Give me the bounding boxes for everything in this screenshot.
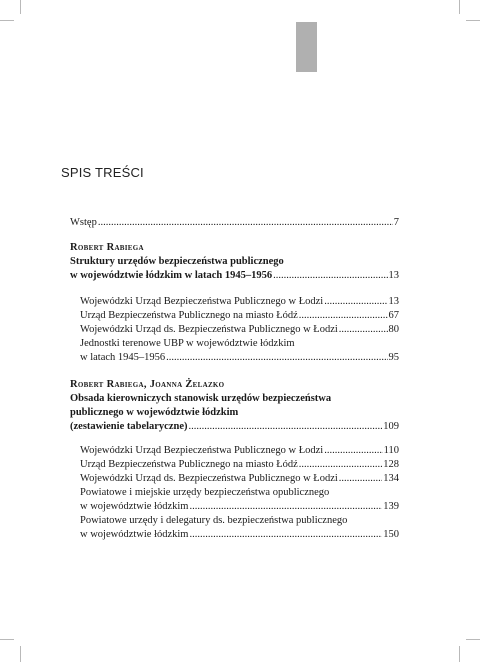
toc-entry[interactable] [80,444,399,458]
subsection-list [80,444,399,542]
dot-leader [339,323,388,337]
toc-entry-page: 150 [383,529,399,540]
dot-leader [273,269,387,283]
crop-mark-top-left-h [0,20,14,21]
toc-entry[interactable] [80,309,399,323]
crop-mark-top-right [459,0,460,14]
toc-entry[interactable] [80,295,399,309]
chapter-tab-marker [296,22,317,72]
dot-leader [189,528,382,542]
toc-entry[interactable] [80,323,399,337]
toc-entry-page: 80 [388,324,399,335]
toc-entry-title: Wstęp [70,217,97,228]
dot-leader [324,444,382,458]
toc-entry-title: Urząd Bezpieczeństwa Publicznego na miasto Łódź [80,310,298,321]
toc-entry-page: 128 [383,459,399,470]
toc-entry-title[interactable]: Powiatowe i miejskie urzędy bezpieczeństwa opublicznego [80,487,330,498]
crop-mark-top-left [20,0,21,14]
dot-leader [98,216,393,230]
section-author: Robert Rabiega [70,242,144,253]
dot-leader [299,458,382,472]
toc-entry-title: Wojewódzki Urząd ds. Bezpieczeństwa Publicznego w Łodzi [80,324,338,335]
toc-entry[interactable] [80,528,399,542]
toc-entry[interactable] [80,472,399,486]
table-of-contents [70,216,399,542]
toc-entry-page: 13 [388,296,399,307]
dot-leader [189,500,382,514]
toc-entry-title: Urząd Bezpieczeństwa Publicznego na miasto Łódź [80,459,298,470]
crop-mark-bottom-left-h [0,639,14,640]
toc-entry-title: Wojewódzki Urząd ds. Bezpieczeństwa Publicznego w Łodzi [80,473,338,484]
toc-entry-title: w latach 1945–1956 [80,352,166,363]
toc-entry-page: 139 [383,501,399,512]
toc-entry-title: w województwie łódzkim [80,529,189,540]
section-page: 109 [383,421,399,432]
toc-entry[interactable] [80,351,399,365]
section-title-last-line[interactable] [70,269,399,283]
toc-entry-title: Wojewódzki Urząd Bezpieczeństwa Publicznego w Łodzi [80,296,324,307]
crop-mark-bottom-right [459,646,460,662]
crop-mark-bottom-left [20,646,21,662]
toc-entry[interactable] [80,500,399,514]
toc-entry-title: w województwie łódzkim [80,501,189,512]
dot-leader [324,295,387,309]
toc-entry-intro[interactable] [70,216,399,230]
section-title-last-line[interactable] [70,420,399,434]
section-title: w województwie łódzkim w latach 1945–1956 [70,270,273,281]
toc-entry[interactable] [80,458,399,472]
section-title[interactable]: Obsada kierowniczych stanowisk urzędów bezpieczeństwa [70,393,332,404]
toc-entry-page: 7 [393,217,399,228]
page-title: SPIS TREŚCI [61,165,144,180]
toc-entry-page: 110 [383,445,399,456]
section-title[interactable]: publicznego w województwie łódzkim [70,407,239,418]
section-title[interactable]: Struktury urzędów bezpieczeństwa publicznego [70,256,284,267]
crop-mark-bottom-right-h [466,639,480,640]
crop-mark-top-right-h [466,20,480,21]
subsection-list [80,295,399,365]
toc-entry-page: 95 [388,352,399,363]
dot-leader [166,351,387,365]
dot-leader [339,472,382,486]
toc-entry-title[interactable]: Powiatowe urzędy i delegatury ds. bezpieczeństwa publicznego [80,515,348,526]
toc-entry-title: Wojewódzki Urząd Bezpieczeństwa Publicznego w Łodzi [80,445,324,456]
section-page: 13 [388,270,399,281]
dot-leader [189,420,383,434]
toc-entry-title[interactable]: Jednostki terenowe UBP w województwie łódzkim [80,338,295,349]
section-title: (zestawienie tabelaryczne) [70,421,188,432]
toc-entry-page: 134 [383,473,399,484]
dot-leader [299,309,388,323]
toc-entry-page: 67 [388,310,399,321]
section-author: Robert Rabiega, Joanna Żelazko [70,379,225,390]
